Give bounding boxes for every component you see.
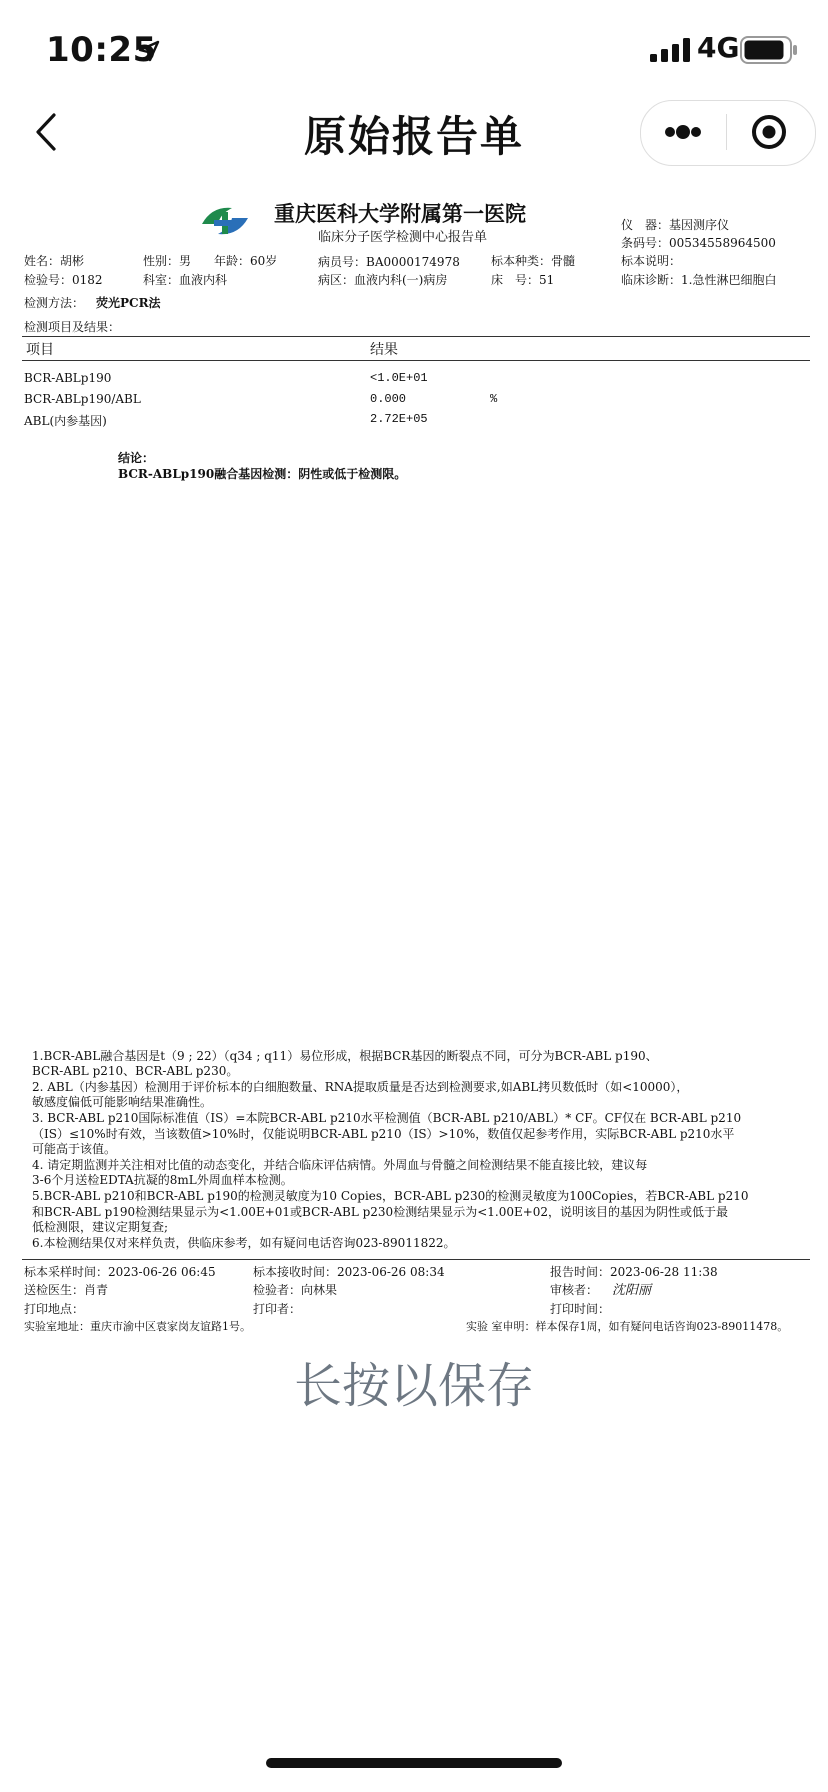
note-line: （IS）≤10%时有效，当该数值>10%时，仅能说明BCR-ABL p210（IS）>10%，数值仅起参考作用，实际BCR-ABL p210水平: [32, 1127, 735, 1141]
close-miniprogram-icon[interactable]: [727, 100, 814, 164]
note-line: 3-6个月送检EDTA抗凝的8mL外周血样本检测。: [32, 1173, 293, 1187]
department: 科室：血液内科: [143, 273, 228, 287]
network-type: 4G: [697, 31, 740, 64]
reviewer-label: 审核者：: [550, 1283, 599, 1297]
table-row-result: 2.72E+05: [370, 412, 428, 426]
column-header-result: 结果: [370, 342, 398, 358]
footer-rule: [22, 1259, 810, 1260]
note-line: 4. 请定期监测并关注相对比值的动态变化，并结合临床评估病情。外周血与骨髓之间检测结果不能直接比较，建议每: [32, 1158, 648, 1172]
clinical-diagnosis: 临床诊断：1.急性淋巴细胞白: [621, 273, 777, 287]
patient-name: 姓名：胡彬: [24, 254, 85, 268]
hospital-name: 重庆医科大学附属第一医院: [274, 201, 526, 226]
conclusion-text: BCR-ABLp190融合基因检测：阴性或低于检测限。: [118, 467, 407, 481]
receive-time: 标本接收时间：2023-06-26 08:34: [253, 1265, 445, 1279]
cellular-signal-icon: [650, 38, 692, 62]
battery-icon: [740, 36, 798, 64]
table-row-item: BCR-ABLp190: [24, 371, 112, 385]
note-line: 1.BCR-ABL融合基因是t（9 ; 22）（q34 ; q11）易位形成，根据BCR基因的断裂点不同，可分为BCR-ABL p190、: [32, 1049, 658, 1063]
hospital-logo-icon: [198, 200, 252, 242]
lab-statement: 实验 室申明：样本保存1周，如有疑问电话咨询023-89011478。: [466, 1320, 789, 1333]
test-method-label: 检测方法：: [24, 296, 85, 310]
table-row-item: BCR-ABLp190/ABL: [24, 392, 141, 406]
table-row-unit: %: [490, 392, 498, 406]
long-press-save-hint: 长按以保存: [293, 1358, 534, 1414]
report-time: 报告时间：2023-06-28 11:38: [550, 1265, 718, 1279]
note-line: BCR-ABL p210、BCR-ABL p230。: [32, 1064, 239, 1078]
test-method: 荧光PCR法: [96, 296, 161, 310]
table-top-rule: [22, 336, 810, 337]
patient-age: 年龄：60岁: [214, 254, 278, 268]
print-time: 打印时间：: [550, 1302, 611, 1316]
printer: 打印者：: [253, 1302, 302, 1316]
table-row-item: ABL(内参基因): [24, 414, 107, 428]
note-line: 低检测限，建议定期复查;: [32, 1220, 169, 1234]
reviewer-signature: 沈阳丽: [612, 1283, 652, 1298]
tester: 检验者：向林果: [253, 1283, 338, 1297]
page-title: 原始报告单: [303, 112, 524, 161]
sample-note: 标本说明：: [621, 254, 682, 268]
lab-address: 实验室地址：重庆市渝中区袁家岗友谊路1号。: [24, 1320, 251, 1333]
location-arrow-icon: [138, 40, 160, 62]
note-line: 可能高于该值。: [32, 1142, 117, 1156]
status-time: 10:25: [46, 30, 157, 70]
note-line: 和BCR-ABL p190检测结果显示为<1.00E+01或BCR-ABL p230检测结果显示为<1.00E+02，说明该目的基因为阴性或低于最: [32, 1205, 729, 1219]
patient-sex: 性别：男: [143, 254, 192, 268]
table-row-result: 0.000: [370, 392, 407, 406]
exam-number: 检验号：0182: [24, 273, 103, 287]
table-header-rule: [22, 360, 810, 361]
home-indicator[interactable]: [266, 1758, 562, 1768]
conclusion-label: 结论：: [118, 451, 155, 465]
barcode: 条码号：00534558964500: [621, 236, 776, 250]
ward: 病区：血液内科(一)病房: [318, 273, 448, 287]
print-place: 打印地点：: [24, 1302, 85, 1316]
note-line: 2. ABL（内参基因）检测用于评价标本的白细胞数量、RNA提取质量是否达到检测要求,如ABL拷贝数低时（如<10000），: [32, 1080, 689, 1094]
patient-id: 病员号：BA0000174978: [318, 255, 460, 269]
note-line: 3. BCR-ABL p210国际标准值（IS）=本院BCR-ABL p210水平检测值（BCR-ABL p210/ABL）* CF。CF仅在 BCR-ABL p210: [32, 1111, 742, 1125]
table-row-result: <1.0E+01: [370, 371, 428, 385]
instrument: 仪 器：基因测序仪: [621, 218, 730, 232]
bed-number: 床 号：51: [491, 273, 555, 287]
note-line: 6.本检测结果仅对来样负责，供临床参考，如有疑问电话咨询023-89011822。: [32, 1236, 456, 1250]
items-label: 检测项目及结果：: [24, 320, 121, 334]
column-header-item: 项目: [26, 342, 54, 358]
note-line: 5.BCR-ABL p210和BCR-ABL p190的检测灵敏度为10 Copies，BCR-ABL p230的检测灵敏度为100Copies，若BCR-ABL p210: [32, 1189, 749, 1203]
sample-type: 标本种类：骨髓: [491, 254, 576, 268]
report-center-name: 临床分子医学检测中心报告单: [318, 230, 488, 245]
note-line: 敏感度偏低可能影响结果准确性。: [32, 1095, 213, 1109]
collect-time: 标本采样时间：2023-06-26 06:45: [24, 1265, 216, 1279]
sending-doctor: 送检医生：肖青: [24, 1283, 109, 1297]
more-options-icon[interactable]: [640, 100, 726, 164]
